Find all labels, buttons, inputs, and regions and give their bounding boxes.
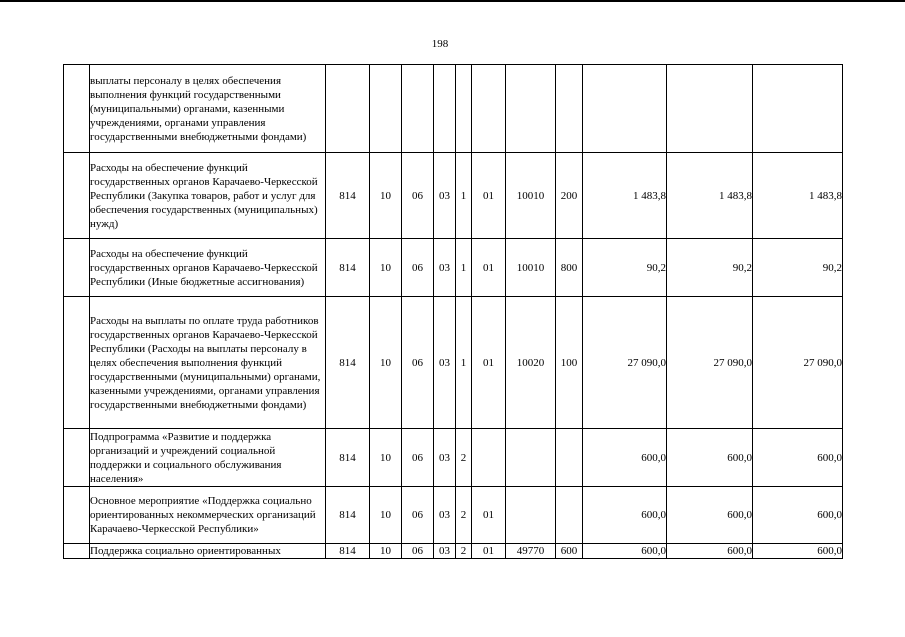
subprogram-code: 1 (456, 297, 472, 429)
section-code: 10 (370, 239, 402, 297)
row-name: Поддержка социально ориентированных (90, 544, 326, 559)
table-row (64, 153, 843, 239)
section-code: 10 (370, 429, 402, 487)
table-row (64, 544, 843, 559)
subsection-code: 06 (402, 153, 434, 239)
subsection-code: 06 (402, 297, 434, 429)
ministry-code (326, 65, 370, 153)
subprogram-code: 2 (456, 487, 472, 544)
table-row (64, 429, 843, 487)
sum-year-1: 1 483,8 (583, 153, 667, 239)
table-row (64, 239, 843, 297)
sum-year-2: 600,0 (667, 429, 753, 487)
row-name: Основное мероприятие «Поддержка социально ориентированных некоммерческих организаций Карачаево-Черкесской Республики» (90, 487, 326, 544)
activity-code: 01 (472, 153, 506, 239)
row-name: Расходы на выплаты по оплате труда работников государственных органов Карачаево-Черкесской Республики (Расходы на выплаты персоналу в целях обеспечения выполнения функций государственными (муниципальными) органами, казенными учреждениями, органами управления государственными внебюджетными фондами) (90, 297, 326, 429)
sum-year-2: 600,0 (667, 487, 753, 544)
expense-type-code (556, 429, 583, 487)
row-index-cell (64, 297, 90, 429)
sum-year-3: 600,0 (753, 429, 843, 487)
program-code: 03 (434, 429, 456, 487)
row-index-cell (64, 544, 90, 559)
program-code: 03 (434, 297, 456, 429)
expense-type-code (556, 487, 583, 544)
activity-code (472, 429, 506, 487)
sum-year-1: 600,0 (583, 544, 667, 559)
section-code: 10 (370, 544, 402, 559)
sum-year-1: 600,0 (583, 429, 667, 487)
subsection-code: 06 (402, 239, 434, 297)
ministry-code: 814 (326, 297, 370, 429)
table-row (64, 487, 843, 544)
table-row (64, 297, 843, 429)
activity-code: 01 (472, 487, 506, 544)
subprogram-code: 1 (456, 153, 472, 239)
sum-year-2: 1 483,8 (667, 153, 753, 239)
row-index-cell (64, 487, 90, 544)
sum-year-3: 600,0 (753, 544, 843, 559)
row-index-cell (64, 65, 90, 153)
row-name: выплаты персоналу в целях обеспечения выполнения функций государственными (муниципальными) органами, казенными учреждениями, органами управления государственными внебюджетными фондами) (90, 65, 326, 153)
ministry-code: 814 (326, 544, 370, 559)
section-code: 10 (370, 153, 402, 239)
row-index-cell (64, 153, 90, 239)
activity-code: 01 (472, 239, 506, 297)
budget-table (63, 64, 843, 559)
section-code: 10 (370, 297, 402, 429)
direction-code (506, 429, 556, 487)
sum-year-1: 600,0 (583, 487, 667, 544)
direction-code: 10020 (506, 297, 556, 429)
subprogram-code: 2 (456, 544, 472, 559)
subprogram-code: 2 (456, 429, 472, 487)
expense-type-code: 800 (556, 239, 583, 297)
expense-type-code: 600 (556, 544, 583, 559)
sum-year-3: 600,0 (753, 487, 843, 544)
direction-code (506, 65, 556, 153)
row-name: Расходы на обеспечение функций государственных органов Карачаево-Черкесской Республики (Иные бюджетные ассигнования) (90, 239, 326, 297)
subsection-code: 06 (402, 429, 434, 487)
subsection-code (402, 65, 434, 153)
sum-year-1 (583, 65, 667, 153)
sum-year-1: 27 090,0 (583, 297, 667, 429)
direction-code (506, 487, 556, 544)
table-row (64, 65, 843, 153)
activity-code (472, 65, 506, 153)
sum-year-3: 27 090,0 (753, 297, 843, 429)
row-name: Расходы на обеспечение функций государственных органов Карачаево-Черкесской Республики (Закупка товаров, работ и услуг для обеспечения государственных (муниципальных) нужд) (90, 153, 326, 239)
ministry-code: 814 (326, 487, 370, 544)
direction-code: 49770 (506, 544, 556, 559)
sum-year-2 (667, 65, 753, 153)
subprogram-code: 1 (456, 239, 472, 297)
expense-type-code (556, 65, 583, 153)
ministry-code: 814 (326, 153, 370, 239)
sum-year-2: 27 090,0 (667, 297, 753, 429)
subsection-code: 06 (402, 544, 434, 559)
sum-year-1: 90,2 (583, 239, 667, 297)
section-code: 10 (370, 487, 402, 544)
sum-year-3: 90,2 (753, 239, 843, 297)
sum-year-2: 600,0 (667, 544, 753, 559)
activity-code: 01 (472, 297, 506, 429)
program-code: 03 (434, 487, 456, 544)
program-code: 03 (434, 153, 456, 239)
program-code: 03 (434, 239, 456, 297)
page-top-border (0, 0, 905, 2)
page-number: 198 (431, 38, 449, 50)
program-code: 03 (434, 544, 456, 559)
program-code (434, 65, 456, 153)
subprogram-code (456, 65, 472, 153)
row-name: Подпрограмма «Развитие и поддержка организаций и учреждений социальной поддержки и социального обслуживания населения» (90, 429, 326, 487)
expense-type-code: 100 (556, 297, 583, 429)
row-index-cell (64, 239, 90, 297)
ministry-code: 814 (326, 239, 370, 297)
direction-code: 10010 (506, 239, 556, 297)
section-code (370, 65, 402, 153)
sum-year-3: 1 483,8 (753, 153, 843, 239)
sum-year-2: 90,2 (667, 239, 753, 297)
row-index-cell (64, 429, 90, 487)
expense-type-code: 200 (556, 153, 583, 239)
subsection-code: 06 (402, 487, 434, 544)
ministry-code: 814 (326, 429, 370, 487)
direction-code: 10010 (506, 153, 556, 239)
sum-year-3 (753, 65, 843, 153)
activity-code: 01 (472, 544, 506, 559)
